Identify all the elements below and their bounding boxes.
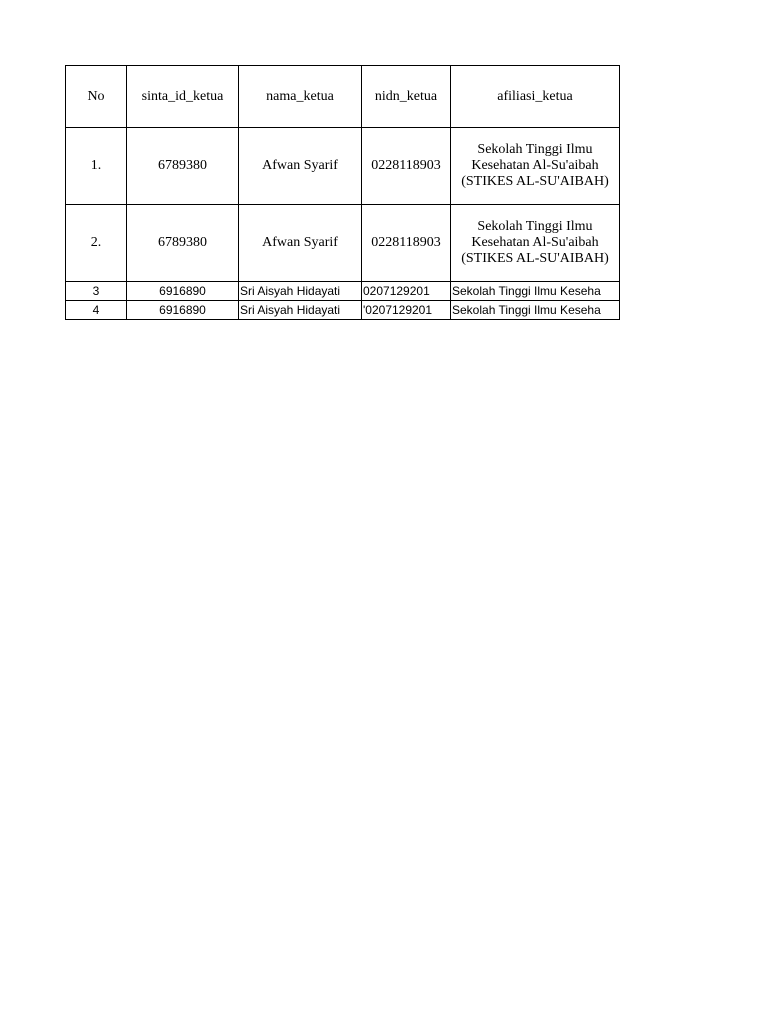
cell-nidn[interactable]: 0228118903 <box>362 128 451 205</box>
data-table <box>65 65 620 320</box>
table-row <box>66 301 620 320</box>
cell-afiliasi[interactable] <box>451 128 620 205</box>
cell-afiliasi-text: Sekolah Tinggi Ilmu Kesehatan Al-Su'aibah (STIKES AL-SU'AIBAH) <box>461 142 609 189</box>
cell-no[interactable]: 3 <box>66 282 127 301</box>
cell-sinta-id[interactable]: 6789380 <box>127 128 239 205</box>
cell-sinta-id[interactable]: 6789380 <box>127 205 239 282</box>
header-afiliasi-ketua[interactable]: afiliasi_ketua <box>451 66 620 128</box>
table-row <box>66 205 620 282</box>
header-nama-ketua[interactable]: nama_ketua <box>239 66 362 128</box>
header-nidn-ketua[interactable]: nidn_ketua <box>362 66 451 128</box>
cell-nama[interactable]: Sri Aisyah Hidayati <box>239 282 362 301</box>
cell-nama[interactable]: Afwan Syarif <box>239 128 362 205</box>
cell-nama[interactable]: Sri Aisyah Hidayati <box>239 301 362 320</box>
cell-afiliasi-text: Sekolah Tinggi Ilmu Kesehatan Al-Su'aibah (STIKES AL-SU'AIBAH) <box>461 219 609 266</box>
header-row <box>66 66 620 128</box>
cell-sinta-id[interactable]: 6916890 <box>127 301 239 320</box>
cell-afiliasi[interactable]: Sekolah Tinggi Ilmu Keseha <box>451 301 620 320</box>
cell-nidn[interactable]: '0207129201 <box>362 301 451 320</box>
cell-afiliasi[interactable]: Sekolah Tinggi Ilmu Keseha <box>451 282 620 301</box>
cell-afiliasi[interactable] <box>451 205 620 282</box>
cell-nidn[interactable]: 0228118903 <box>362 205 451 282</box>
header-sinta-id-ketua[interactable]: sinta_id_ketua <box>127 66 239 128</box>
cell-nama[interactable]: Afwan Syarif <box>239 205 362 282</box>
cell-no[interactable]: 4 <box>66 301 127 320</box>
header-no[interactable]: No <box>66 66 127 128</box>
cell-nidn[interactable]: 0207129201 <box>362 282 451 301</box>
cell-no[interactable]: 1. <box>66 128 127 205</box>
cell-no[interactable]: 2. <box>66 205 127 282</box>
table-row <box>66 128 620 205</box>
cell-sinta-id[interactable]: 6916890 <box>127 282 239 301</box>
table-row <box>66 282 620 301</box>
